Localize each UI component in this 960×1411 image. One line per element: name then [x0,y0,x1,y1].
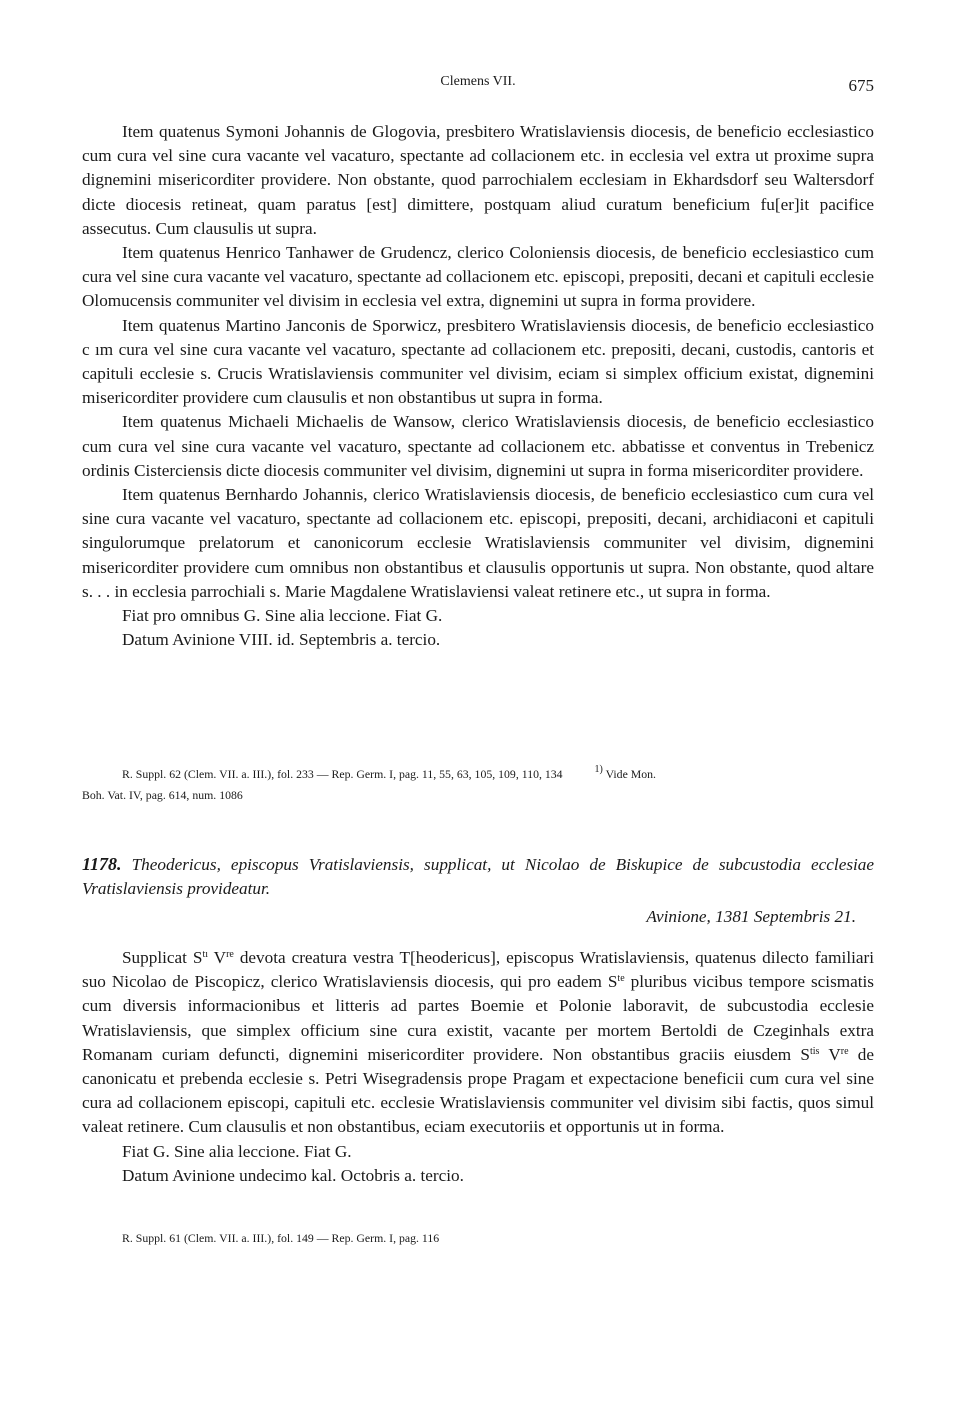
supplica-paragraph: Supplicat $S^{tı}$ Vre devota creatura vestra T[heodericus], episcopus Wratislaviensis, quatenus dilecto familiari suo Nicolao de Piscopicz, clerico Wratislaviensis diocesis, qui pro eadem $S^{te}$ pluribus vicibus tempore scismatis cum diversis informacionibus et litteris ad partes Boemie et Polonie laboravit, de subcustodia ecclesie Wratislaviensis, que simplex officium sine cura existit, vacante per mortem Bertoldi de Czeginhals extra Romanam curiam defuncti, dignemini misericorditer providere. Non obstantibus graciis eiusdem $S^{tis}$ Vre de canonicatu et prebenda ecclesie s. Petri Wisegradensis prope Pragam et expectacione beneficii cum cura vel sine cura ad collacionem episcopi, capituli etc. ecclesie Wratislaviensis communiter vel divisim sibi factis, quos simul valeat retinere. Cum clausulis et non obstantibus, eciam executoriis et opportunis ut in forma. [82,948,875,1137]
source-reference: R. Suppl. 61 (Clem. VII. a. III.), fol. 149 — Rep. Germ. I, pag. 116 [122,1231,440,1245]
fiat-line: Fiat G. Sine alia leccione. Fiat G. [122,1141,352,1161]
fiat-line: Fiat pro omnibus G. Sine alia leccione. Fiat G. [122,606,443,626]
paragraph-symoni: Item quatenus Symoni Johannis de Glogovia, presbitero Wratislaviensis diocesis, de beneficio ecclesiastico cum cura vel sine cura vacante vel vacaturo, spectante ad collacionem etc. in ecclesia vel extra ut proxime supra dignemini misericorditer providere. Non obstante, quod parrochialem ecclesiam in Ekhardsdorf seu Waltersdorf dicte diocesis retineat, quam paratus [est] dimittere, postquam aliud curatum beneficium fu[er]it pacifice assecutus. Cum clausulis ut supra. [82,122,874,238]
entry-1177-body [82,120,874,652]
footnote-1177 [82,764,874,806]
datum-line: Datum Avinione undecimo kal. Octobris a. tercio. [122,1165,464,1185]
running-header [82,74,874,96]
paragraph-henrico: Item quatenus Henrico Tanhawer de Grudencz, clerico Coloniensis diocesis, de beneficio ecclesiastico cum cura vel sine cura vacante vel vacaturo, spectante ad collacionem etc. episcopi, prepositi, decani et capituli ecclesie Olomucensis communiter vel divisim in ecclesia vel extra, dignemini ut supra in forma providere. [82,243,874,311]
footnote-mark: 1) [594,764,603,775]
entry-1178-body [82,946,874,1188]
entry-number: 1178. [82,854,122,874]
entry-title: Theodericus, episcopus Vratislaviensis, supplicat, ut Nicolao de Biskupice de subcustodia ecclesiae Vratislaviensis provideatur. [82,855,875,898]
datum-line: Datum Avinione VIII. id. Septembris a. tercio. [122,630,441,650]
entry-dateline: Avinione, 1381 Septembris 21. [646,907,856,926]
paragraph-martino: Item quatenus Martino Janconis de Sporwicz, presbitero Wratislaviensis diocesis, de beneficio ecclesiastico c ım cura vel sine cura vacante vel vacaturo, spectante ad collacionem etc. prepositi, decani, custodis, cantoris et capituli ecclesie s. Crucis Wratislaviensis communiter vel divisim, eciam si simplex officium existat, dignemini misericorditer providere cum clausulis et non obstantibus ut supra in forma. [82,315,874,408]
paragraph-michaeli: Item quatenus Michaeli Michaelis de Wansow, clerico Wratislaviensis diocesis, de beneficio ecclesiastico cum cura vel sine cura vacante vel vacaturo, spectante ad collacionem etc. abbatisse et conventus in Trebenicz ordinis Cisterciensis dicte diocesis communiter vel divisim, dignemini ut supra in forma misericorditer providere. [82,412,874,480]
footnote-1178 [82,1228,874,1249]
paragraph-bernhardo: Item quatenus Bernhardo Johannis, clerico Wratislaviensis diocesis, de beneficio ecclesiastico cum cura vel sine cura vacante vel vacaturo, spectante ad collacionem etc. episcopi, prepositi, decani, archidiaconi et capituli singulorumque prelatorum et canonicorum ecclesie Wratislaviensis communiter vel divisim, dignemini misericorditer providere cum omnibus non obstantibus et clausulis opportunis ut supra. Non obstante, quod altare s. . . in ecclesia parrochiali s. Marie Magdalene Wratislaviensi valeat retinere etc., ut supra in forma. [82,485,874,601]
footnote-text: Vide Mon. [605,767,657,781]
source-reference: R. Suppl. 62 (Clem. VII. a. III.), fol. 233 — Rep. Germ. I, pag. 11, 55, 63, 105, 109, 110, 134 [122,767,563,781]
page-number: 675 [848,76,874,95]
entry-1178-header [82,852,874,927]
running-title: Clemens VII. [440,74,516,89]
source-reference-cont: Boh. Vat. IV, pag. 614, num. 1086 [82,788,243,802]
